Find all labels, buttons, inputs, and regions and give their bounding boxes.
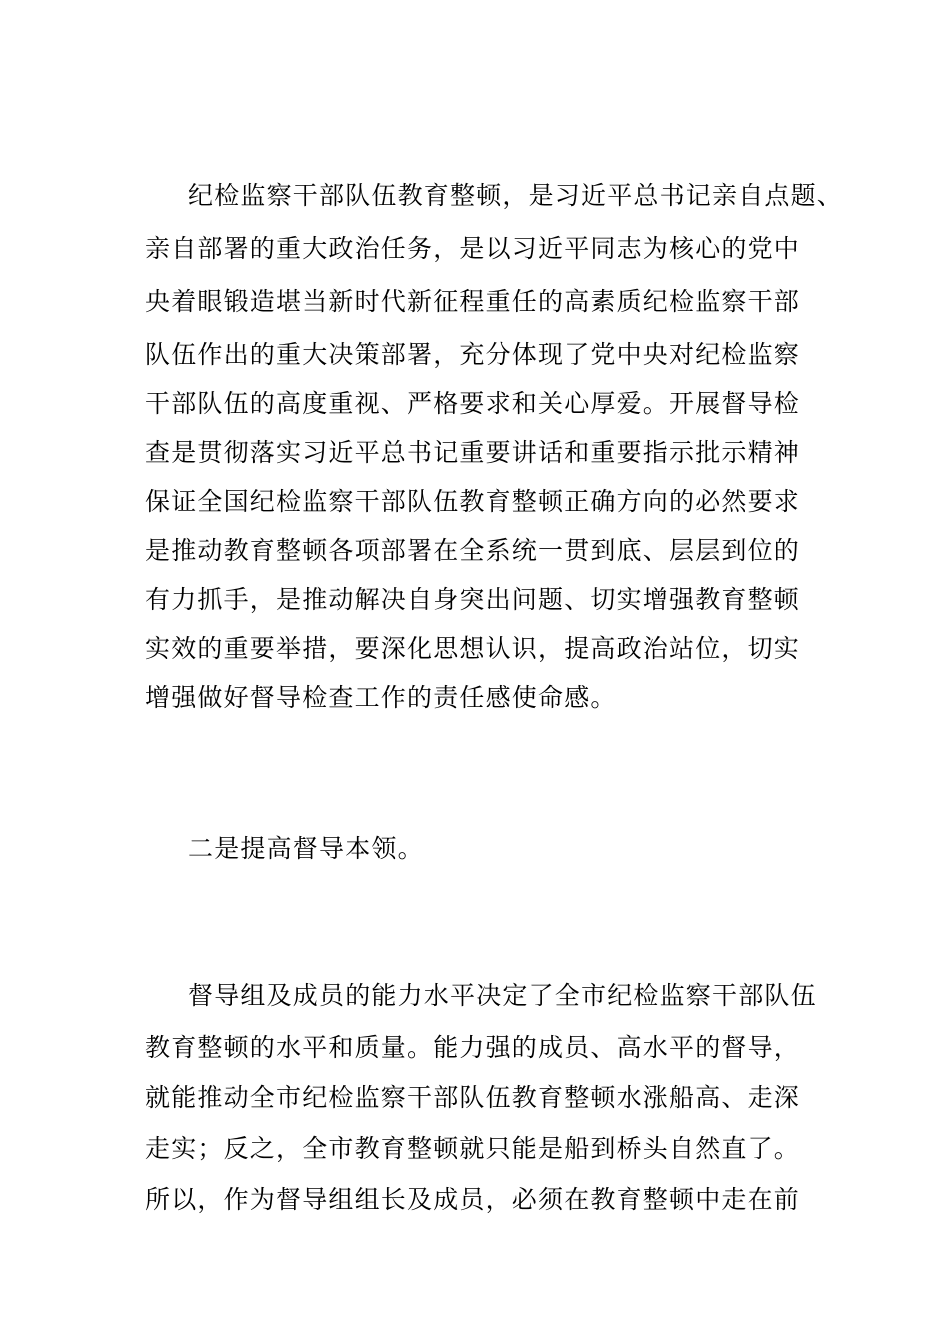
paragraph-line: 实效的重要举措，要深化思想认识，提高政治站位，切实 bbox=[145, 634, 801, 663]
paragraph-line: 走实；反之，全市教育整顿就只能是船到桥头自然直了。 bbox=[145, 1134, 801, 1163]
paragraph-line: 增强做好督导检查工作的责任感使命感。 bbox=[145, 683, 617, 712]
paragraph-line: 有力抓手，是推动解决自身突出问题、切实增强教育整顿 bbox=[145, 585, 801, 614]
paragraph-line: 央着眼锻造堪当新时代新征程重任的高素质纪检监察干部 bbox=[145, 287, 801, 316]
paragraph-line: 干部队伍的高度重视、严格要求和关心厚爱。开展督导检 bbox=[145, 389, 801, 418]
paragraph-line: 就能推动全市纪检监察干部队伍教育整顿水涨船高、走深 bbox=[145, 1083, 801, 1112]
paragraph-line: 队伍作出的重大决策部署，充分体现了党中央对纪检监察 bbox=[145, 340, 801, 369]
paragraph-line: 教育整顿的水平和质量。能力强的成员、高水平的督导， bbox=[145, 1033, 801, 1062]
paragraph-line: 督导组及成员的能力水平决定了全市纪检监察干部队伍 bbox=[188, 981, 817, 1010]
paragraph-line: 所以，作为督导组组长及成员，必须在教育整顿中走在前 bbox=[145, 1185, 801, 1214]
paragraph-line: 查是贯彻落实习近平总书记重要讲话和重要指示批示精神 bbox=[145, 438, 801, 467]
paragraph-line: 纪检监察干部队伍教育整顿，是习近平总书记亲自点题、 bbox=[188, 181, 844, 210]
paragraph-line: 是推动教育整顿各项部署在全系统一贯到底、层层到位的 bbox=[145, 536, 801, 565]
paragraph-line: 保证全国纪检监察干部队伍教育整顿正确方向的必然要求 bbox=[145, 487, 801, 516]
section-heading: 二是提高督导本领。 bbox=[188, 834, 424, 863]
paragraph-line: 亲自部署的重大政治任务，是以习近平同志为核心的党中 bbox=[145, 234, 801, 263]
